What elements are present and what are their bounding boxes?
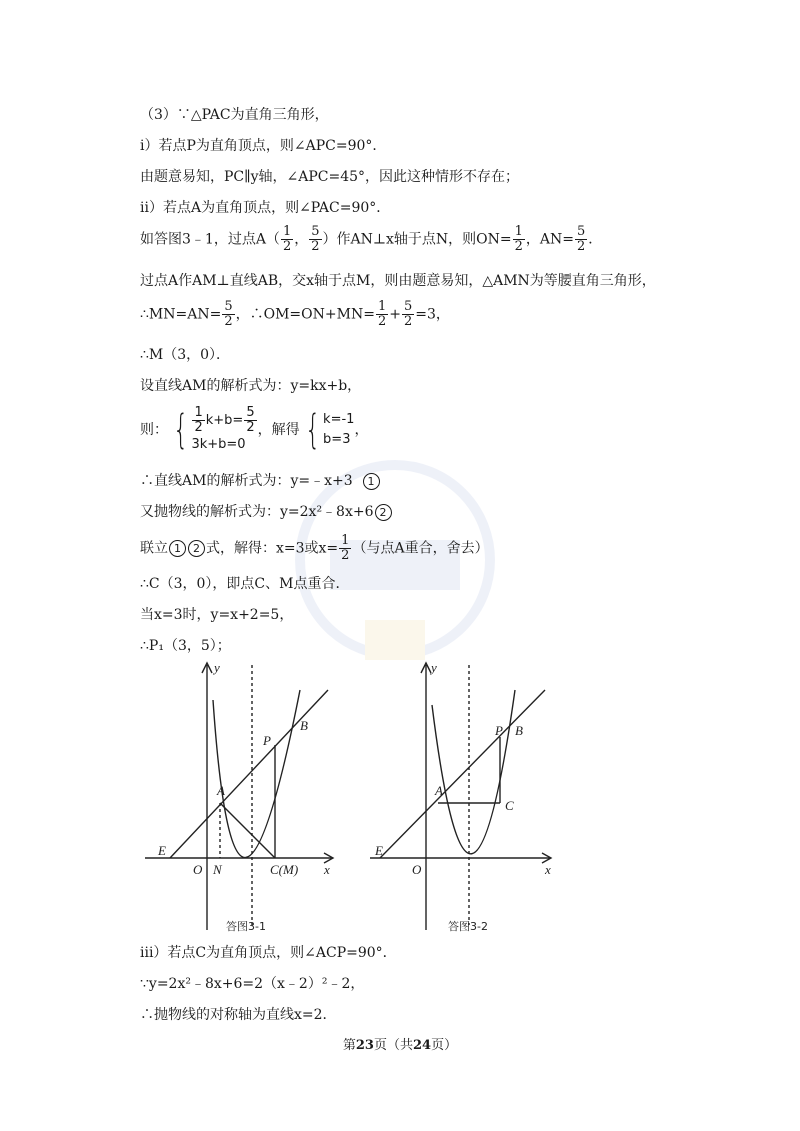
label-c: C — [505, 798, 514, 813]
frac-num: 5 — [403, 299, 413, 314]
text-line-5 — [140, 225, 602, 254]
fraction-half — [339, 534, 351, 563]
text-line-4: ii）若点A为直角顶点，则∠PAC=90°． — [140, 200, 391, 216]
parabola — [213, 690, 300, 858]
text-line-2: i）若点P为直角顶点，则∠APC=90°． — [140, 138, 387, 154]
frac-num: 5 — [311, 224, 320, 239]
circled-number-1: 1 — [363, 473, 380, 490]
text-line-19: ∴抛物线的对称轴为直线x=2． — [140, 1007, 337, 1023]
fraction-five-half — [244, 406, 256, 435]
circled-number-1: 1 — [169, 540, 186, 557]
figure-3-2 — [365, 655, 565, 940]
text-line-12 — [140, 503, 393, 521]
label-y: y — [431, 660, 437, 675]
text-line-8: ∴M（3，0）． — [140, 347, 231, 363]
figure-caption: 答图3-2 — [448, 920, 488, 933]
equation-1 — [191, 406, 257, 435]
frac-den: 2 — [311, 239, 320, 254]
text-line-16: ∴P₁（3，5）； — [140, 638, 231, 654]
equation-rows — [191, 406, 257, 455]
fraction-half — [513, 225, 525, 254]
l12-part-a: 又抛物线的解析式为：y=2x²﹣8x+6 — [140, 504, 374, 520]
label-o: O — [412, 862, 422, 877]
l5-part-d: ，AN= — [525, 231, 575, 248]
parabola — [432, 690, 515, 854]
text-line-18: ∵y=2x²﹣8x+6=2（x﹣2）²﹣2， — [140, 976, 365, 992]
frac-num: 1 — [341, 533, 350, 548]
solution-2: b=3 — [323, 432, 351, 447]
label-a: A — [217, 783, 225, 798]
frac-den: 2 — [282, 239, 292, 254]
frac-den: 2 — [577, 239, 586, 254]
frac-den: 2 — [377, 314, 387, 329]
footer-total-pages: 24 — [413, 1038, 432, 1053]
frac-num: 1 — [377, 299, 387, 314]
l5-part-c: ）作AN⊥x轴于点N，则ON= — [322, 231, 512, 248]
equation-1-text: k+b= — [205, 412, 244, 428]
text-line-9: 设直线AM的解析式为：y=kx+b， — [140, 378, 362, 394]
l5-part-e: ． — [588, 231, 603, 248]
circled-number-2: 2 — [375, 504, 392, 521]
footer-post: 页） — [431, 1038, 458, 1053]
l5-part-a: 如答图3﹣1，过点A（ — [140, 231, 280, 248]
frac-num: 1 — [194, 404, 203, 420]
text-line-13 — [140, 534, 489, 563]
l7-part-c: + — [389, 306, 401, 323]
l10-part-c: ， — [354, 422, 369, 438]
footer-pre: 第 — [342, 1038, 356, 1053]
line-ab — [380, 690, 545, 858]
fraction-half — [192, 406, 204, 435]
footer-mid: 页（共 — [373, 1038, 413, 1053]
figure-caption: 答图3-1 — [226, 920, 266, 933]
fraction-five-half — [402, 300, 414, 329]
l10-part-a: 则： — [140, 422, 168, 438]
fraction-half — [281, 225, 293, 254]
l13-part-b: 式，解得：x=3或x= — [206, 540, 339, 557]
brace-icon: { — [173, 407, 189, 453]
l7-part-d: =3， — [415, 306, 450, 323]
l10-part-b: ，解得 — [257, 422, 300, 438]
fraction-five-half — [309, 225, 321, 254]
frac-num: 1 — [514, 224, 523, 239]
text-line-6: 过点A作AM⊥直线AB，交x轴于点M，则由题意易知，△AMN为等腰直角三角形， — [140, 273, 656, 289]
l5-part-b: ， — [294, 231, 309, 248]
text-line-11 — [140, 472, 381, 490]
frac-den: 2 — [403, 314, 413, 329]
frac-num: 5 — [246, 404, 255, 420]
fraction-half — [376, 300, 388, 329]
frac-num: 1 — [282, 224, 292, 239]
figure-3-1 — [140, 655, 350, 940]
l11-part-a: ∴直线AM的解析式为：y=﹣x+3 — [140, 473, 353, 489]
label-p: P — [495, 723, 503, 738]
label-a: A — [435, 783, 443, 798]
label-p: P — [263, 733, 271, 748]
frac-den: 2 — [514, 239, 523, 254]
l13-part-a: 联立 — [140, 540, 168, 557]
label-n: N — [213, 862, 222, 877]
fraction-five-half — [222, 300, 234, 329]
label-e: E — [375, 843, 383, 858]
frac-den: 2 — [224, 314, 233, 329]
solution-system — [300, 407, 355, 453]
label-x: x — [545, 862, 551, 877]
label-b: B — [515, 723, 523, 738]
text-line-15: 当x=3时，y=x+2=5， — [140, 607, 294, 623]
footer-page-number: 23 — [355, 1038, 374, 1053]
page-footer — [0, 1034, 800, 1053]
text-line-7 — [140, 300, 450, 329]
frac-den: 2 — [246, 419, 255, 435]
label-y: y — [214, 660, 220, 675]
text-line-1: （3）∵△PAC为直角三角形， — [140, 107, 329, 123]
solution-rows — [323, 410, 354, 450]
l13-part-c: （与点A重合，舍去） — [352, 540, 489, 557]
brace-icon: { — [304, 407, 320, 453]
text-line-3: 由题意易知，PC∥y轴，∠APC=45°，因此这种情形不存在； — [140, 169, 520, 185]
equation-system — [168, 406, 258, 455]
label-x: x — [324, 862, 330, 877]
fraction-five-half — [575, 225, 587, 254]
solution-1: k=-1 — [323, 412, 355, 427]
segment-ac — [220, 803, 275, 858]
label-c-m: C(M) — [270, 862, 299, 877]
frac-den: 2 — [341, 548, 350, 563]
equation-2: 3k+b=0 — [191, 436, 246, 452]
label-o: O — [193, 862, 203, 877]
label-e: E — [158, 843, 166, 858]
frac-den: 2 — [194, 419, 203, 435]
text-line-17: iii）若点C为直角顶点，则∠ACP=90°． — [140, 945, 397, 961]
l7-part-b: ，∴OM=ON+MN= — [235, 306, 375, 323]
l7-part-a: ∴MN=AN= — [140, 306, 222, 323]
frac-num: 5 — [224, 299, 233, 314]
circled-number-2: 2 — [188, 540, 205, 557]
text-line-10 — [140, 400, 368, 460]
frac-num: 5 — [577, 224, 586, 239]
label-b: B — [300, 718, 308, 733]
text-line-14: ∴C（3，0），即点C、M点重合． — [140, 576, 350, 592]
